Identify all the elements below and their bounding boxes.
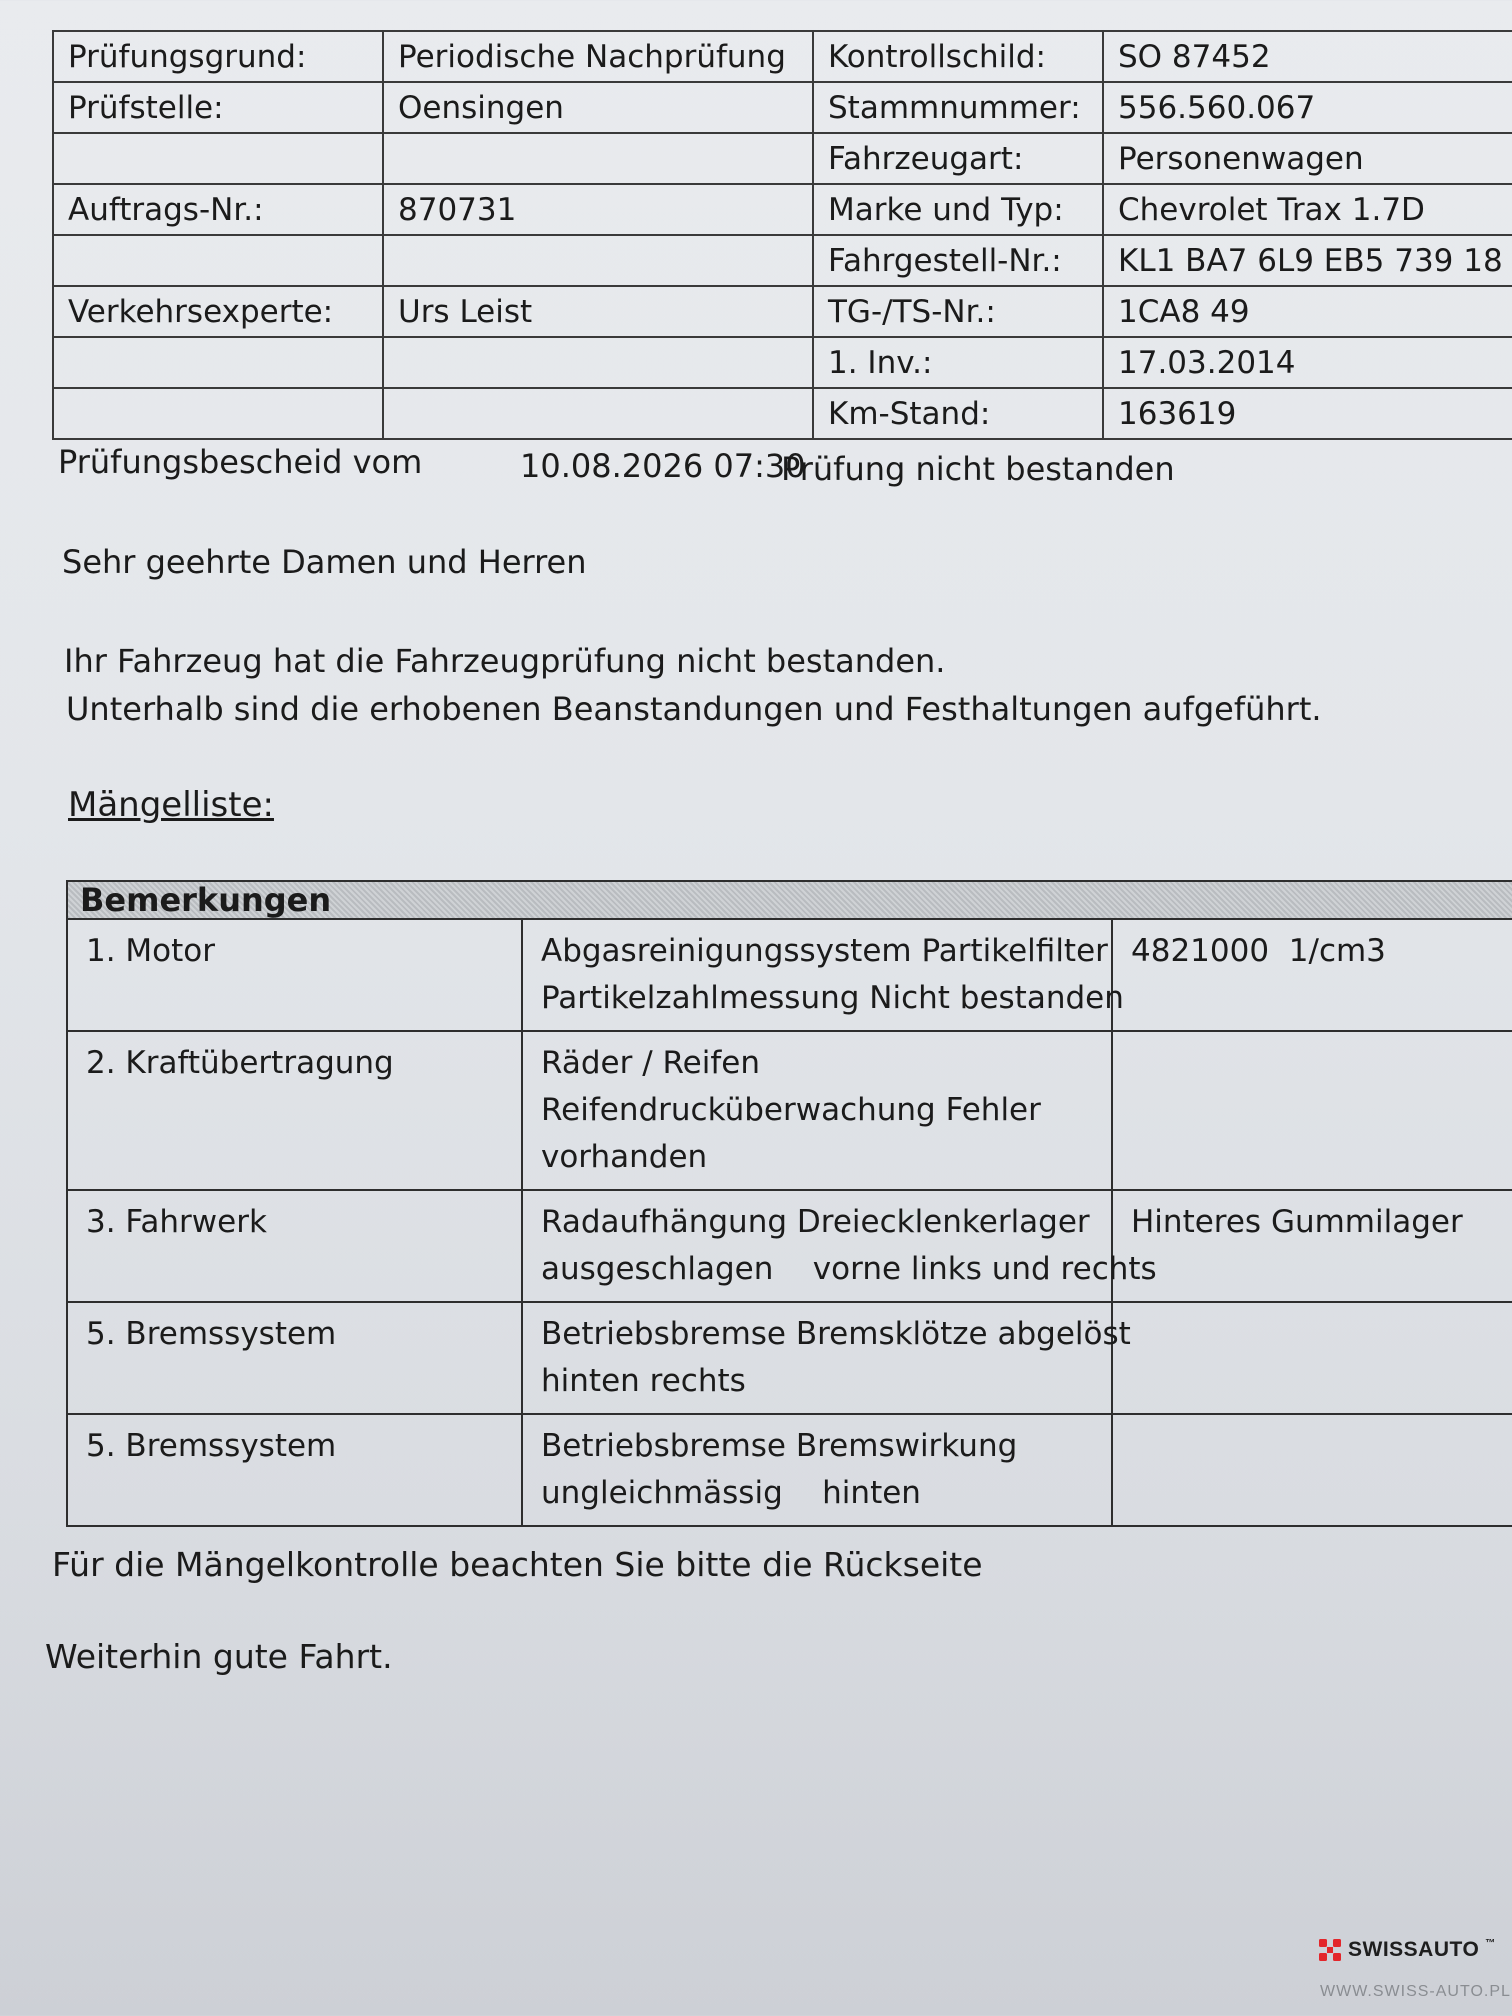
- defect-description-line: Abgasreinigungssystem Partikelfilter: [541, 933, 1108, 969]
- defect-description: [522, 919, 1124, 1031]
- defect-category: 5. Bremssystem: [67, 1302, 522, 1414]
- defect-row: [67, 1302, 1512, 1414]
- logo-tm: ™: [1485, 1938, 1496, 1949]
- info-row: [53, 286, 1512, 337]
- info-row: [53, 31, 1512, 82]
- info-label: Fahrzeugart:: [813, 133, 1103, 184]
- decision-datetime: 10.08.2026 07:30: [520, 447, 806, 485]
- info-value: [383, 235, 813, 286]
- info-value: SO 87452: [1103, 31, 1512, 82]
- defect-category: 1. Motor: [67, 919, 522, 1031]
- defect-remark: [1112, 1414, 1512, 1526]
- defect-description: [522, 1031, 1112, 1190]
- defects-table: [66, 880, 1512, 1527]
- info-label: TG-/TS-Nr.:: [813, 286, 1103, 337]
- letter-line-2: Unterhalb sind die erhobenen Beanstandungen und Festhaltungen aufgeführt.: [66, 690, 1322, 728]
- info-label: Stammnummer:: [813, 82, 1103, 133]
- info-label: 1. Inv.:: [813, 337, 1103, 388]
- info-value: [383, 388, 813, 439]
- info-row: [53, 388, 1512, 439]
- letter-line-1: Ihr Fahrzeug hat die Fahrzeugprüfung nicht bestanden.: [64, 642, 946, 680]
- info-value: KL1 BA7 6L9 EB5 739 18: [1103, 235, 1512, 286]
- vehicle-info-table: [52, 30, 1512, 440]
- defect-description-line: Räder / Reifen: [541, 1045, 760, 1081]
- defect-row: [67, 1414, 1512, 1526]
- defect-description-line: Betriebsbremse Bremswirkung: [541, 1428, 1018, 1464]
- info-label: [53, 388, 383, 439]
- decision-label: Prüfungsbescheid vom: [58, 443, 423, 481]
- info-label: Km-Stand:: [813, 388, 1103, 439]
- defect-description: [522, 1414, 1112, 1526]
- defect-description-line: Partikelzahlmessung Nicht bestanden: [541, 980, 1124, 1016]
- defect-description-line: Radaufhängung Dreiecklenkerlager: [541, 1204, 1090, 1240]
- info-label: [53, 133, 383, 184]
- info-value: 556.560.067: [1103, 82, 1512, 133]
- footer-line-1: Für die Mängelkontrolle beachten Sie bitte die Rückseite: [52, 1545, 983, 1584]
- defect-description: [522, 1190, 1157, 1302]
- defect-category: 3. Fahrwerk: [67, 1190, 522, 1302]
- defect-remark: Hinteres Gummilager: [1112, 1190, 1512, 1302]
- swissauto-logo: [1318, 1938, 1496, 1962]
- info-value: Personenwagen: [1103, 133, 1512, 184]
- salutation: Sehr geehrte Damen und Herren: [62, 543, 587, 581]
- info-row: [53, 235, 1512, 286]
- info-label: Marke und Typ:: [813, 184, 1103, 235]
- defect-row: [67, 1190, 1512, 1302]
- info-row: [53, 337, 1512, 388]
- info-value: 1CA8 49: [1103, 286, 1512, 337]
- decision-result: Prüfung nicht bestanden: [781, 450, 1175, 488]
- info-value: 163619: [1103, 388, 1512, 439]
- footer-line-2: Weiterhin gute Fahrt.: [45, 1637, 393, 1676]
- defect-category: 5. Bremssystem: [67, 1414, 522, 1526]
- info-label: Fahrgestell-Nr.:: [813, 235, 1103, 286]
- logo-name: SWISSAUTO: [1348, 1938, 1480, 1961]
- defects-title: Mängelliste:: [68, 785, 274, 825]
- info-value: 870731: [383, 184, 813, 235]
- defect-description: [522, 1302, 1131, 1414]
- swissauto-mark-icon: [1318, 1938, 1342, 1962]
- info-value: Oensingen: [383, 82, 813, 133]
- info-value: Chevrolet Trax 1.7D: [1103, 184, 1512, 235]
- info-label: [53, 337, 383, 388]
- defect-description-line: ungleichmässig hinten: [541, 1475, 921, 1511]
- info-label: Prüfstelle:: [53, 82, 383, 133]
- logo-url: WWW.SWISS-AUTO.PL: [1320, 1983, 1511, 2000]
- info-label: Verkehrsexperte:: [53, 286, 383, 337]
- defect-remark: [1112, 1302, 1512, 1414]
- info-row: [53, 184, 1512, 235]
- info-row: [53, 82, 1512, 133]
- defect-remark: [1112, 1031, 1512, 1190]
- info-label: Auftrags-Nr.:: [53, 184, 383, 235]
- info-value: 17.03.2014: [1103, 337, 1512, 388]
- defect-description-line: Reifendrucküberwachung Fehler: [541, 1092, 1041, 1128]
- defect-row: [67, 919, 1512, 1031]
- defect-remark: 4821000 1/cm3: [1112, 919, 1512, 1031]
- info-value: Periodische Nachprüfung: [383, 31, 813, 82]
- defect-description-line: Betriebsbremse Bremsklötze abgelöst: [541, 1316, 1131, 1352]
- info-label: Prüfungsgrund:: [53, 31, 383, 82]
- defect-description-line: vorhanden: [541, 1139, 708, 1175]
- info-label: [53, 235, 383, 286]
- defect-row: [67, 1031, 1512, 1190]
- info-label: Kontrollschild:: [813, 31, 1103, 82]
- info-row: [53, 133, 1512, 184]
- info-value: Urs Leist: [383, 286, 813, 337]
- info-value: [383, 133, 813, 184]
- defect-description-line: hinten rechts: [541, 1363, 746, 1399]
- defects-header: Bemerkungen: [67, 881, 1512, 919]
- defect-category: 2. Kraftübertragung: [67, 1031, 522, 1190]
- info-value: [383, 337, 813, 388]
- defect-description-line: ausgeschlagen vorne links und rechts: [541, 1251, 1157, 1287]
